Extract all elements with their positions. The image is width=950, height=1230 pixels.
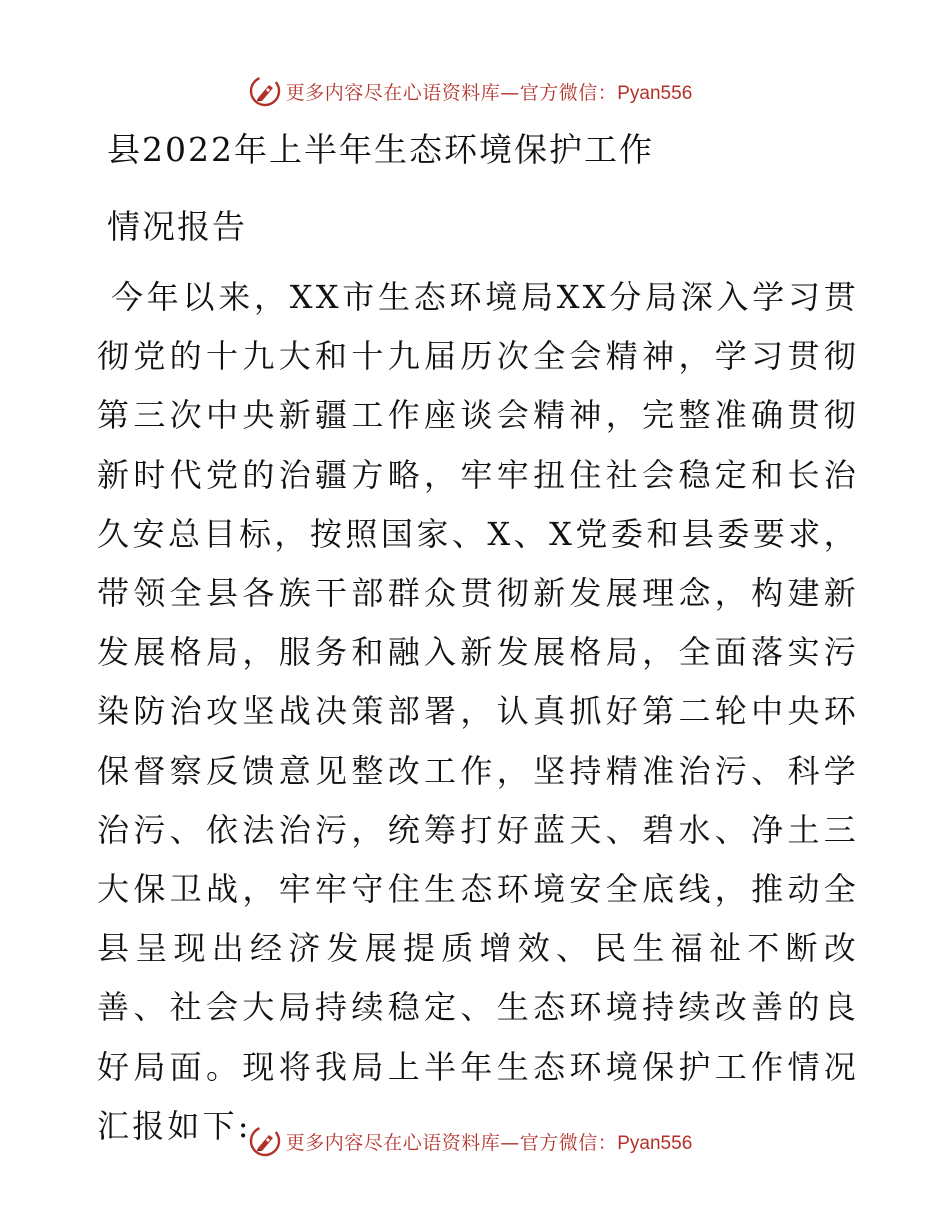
watermark-header xyxy=(0,71,950,111)
watermark-separator: — xyxy=(500,1131,520,1154)
watermark-wechat-id: Pyan556 xyxy=(617,82,693,104)
watermark-wechat-label: 官方微信： xyxy=(519,1131,618,1154)
watermark-separator: — xyxy=(500,81,520,104)
watermark-site: 更多内容尽在心语资料库 xyxy=(285,1131,501,1154)
watermark-text xyxy=(286,1128,693,1155)
fountain-pen-logo-icon xyxy=(248,1124,282,1158)
document-title-line-1: 县2022年上半年生态环境保护工作 xyxy=(107,130,654,169)
body-paragraph: 今年以来，XX市生态环境局XX分局深入学习贯彻党的十九大和十九届历次全会精神，学习贯彻第三次中央新疆工作座谈会精神，完整准确贯彻新时代党的治疆方略，牢牢扭住社会稳定和长治久安总目标，按照国家、X、X党委和县委要求，带领全县各族干部群众贯彻新发展理念，构建新发展格局，服务和融入新发展格局，全面落实污染防治攻坚战决策部署，认真抓好第二轮中央环保督察反馈意见整改工作，坚持精准治污、科学治污、依法治污，统筹打好蓝天、碧水、净土三大保卫战，牢牢守住生态环境安全底线，推动全县呈现出经济发展提质增效、民生福祉不断改善、社会大局持续稳定、生态环境持续改善的良好局面。现将我局上半年生态环境保护工作情况汇报如下: xyxy=(97,278,859,1145)
watermark-text xyxy=(286,78,693,105)
fountain-pen-logo-icon xyxy=(248,74,282,108)
watermark-site: 更多内容尽在心语资料库 xyxy=(285,81,501,104)
watermark-wechat-label: 官方微信： xyxy=(519,81,618,104)
watermark-wechat-id: Pyan556 xyxy=(617,1132,693,1154)
watermark-footer xyxy=(0,1121,950,1161)
document-title-line-2: 情况报告 xyxy=(107,207,247,246)
